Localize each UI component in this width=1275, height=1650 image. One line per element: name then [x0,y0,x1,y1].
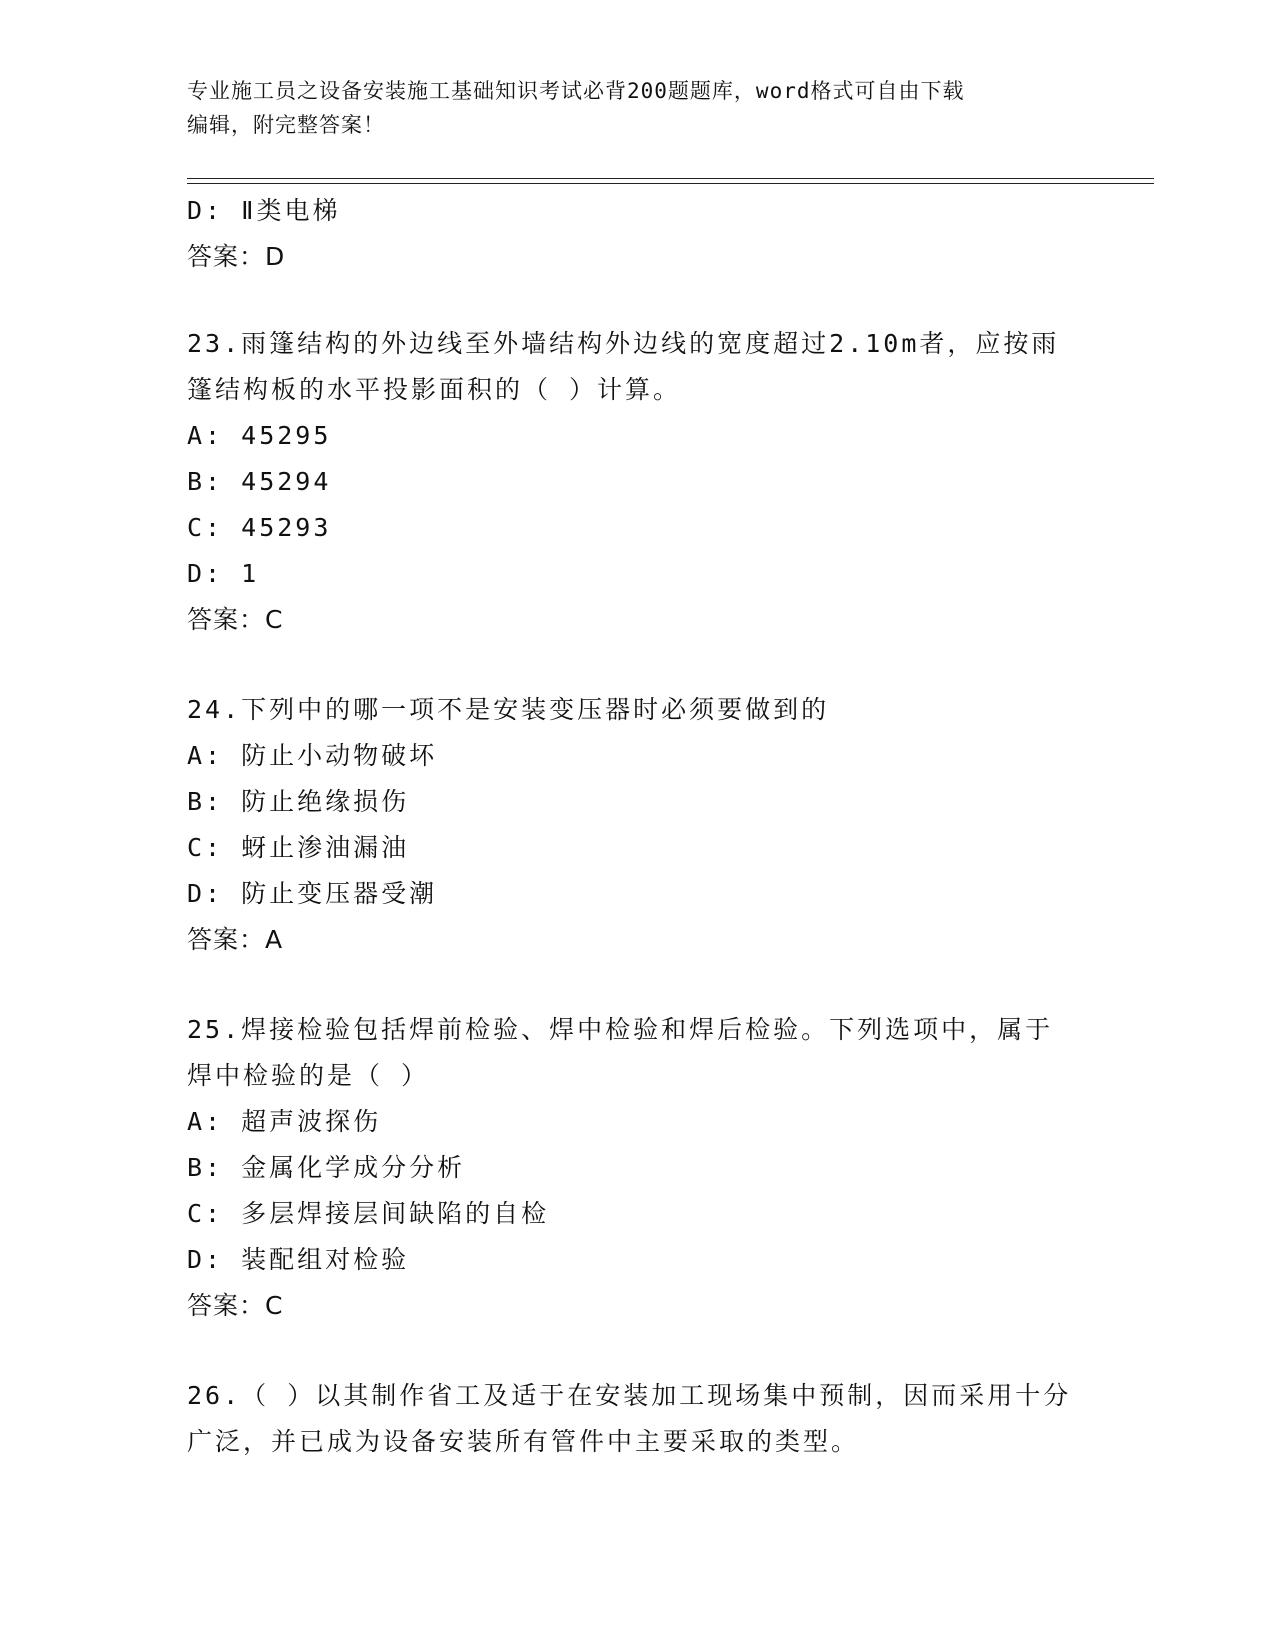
answer: 答案：C [187,1291,284,1320]
option-c: C: 多层焊接层间缺陷的自检 [187,1199,550,1228]
question-26 [187,1373,1087,1465]
spacer [187,280,1087,321]
question-22-tail [187,188,1087,280]
question-list [187,188,1087,1465]
header-rule-bottom [187,183,1154,184]
option-a: A: 45295 [187,421,332,450]
answer: 答案：C [187,605,284,634]
header-line-1: 专业施工员之设备安装施工基础知识考试必背200题题库，word格式可自由下载 [187,79,965,103]
option-b: B: 金属化学成分分析 [187,1153,466,1182]
spacer [187,643,1087,687]
option-c: C: 45293 [187,513,332,542]
spacer [187,1329,1087,1373]
option-d: D: 1 [187,559,260,588]
option-b: B: 45294 [187,467,332,496]
header-line-2: 编辑，附完整答案！ [187,113,385,137]
question-25 [187,1007,1087,1329]
answer: 答案：D [187,242,286,271]
question-stem: 23.雨篷结构的外边线至外墙结构外边线的宽度超过2.10m者，应按雨篷结构板的水平投影面积的（ ）计算。 [187,329,1060,404]
option-d: D: Ⅱ类电梯 [187,196,341,225]
spacer [187,963,1087,1007]
header-rule-top [187,178,1154,179]
option-c: C: 蚜止渗油漏油 [187,833,410,862]
question-stem: 26.（ ）以其制作省工及适于在安装加工现场集中预制，因而采用十分广泛，并已成为设备安装所有管件中主要采取的类型。 [187,1381,1072,1456]
option-b: B: 防止绝缘损伤 [187,787,410,816]
option-d: D: 防止变压器受潮 [187,879,438,908]
option-a: A: 超声波探伤 [187,1107,382,1136]
option-d: D: 装配组对检验 [187,1245,410,1274]
question-24 [187,687,1087,963]
answer: 答案：A [187,925,284,954]
option-a: A: 防止小动物破坏 [187,741,438,770]
question-stem: 24.下列中的哪一项不是安装变压器时必须要做到的 [187,695,830,724]
page-header [187,74,1067,142]
question-stem: 25.焊接检验包括焊前检验、焊中检验和焊后检验。下列选项中，属于焊中检验的是（ ） [187,1015,1054,1090]
question-23 [187,321,1087,643]
